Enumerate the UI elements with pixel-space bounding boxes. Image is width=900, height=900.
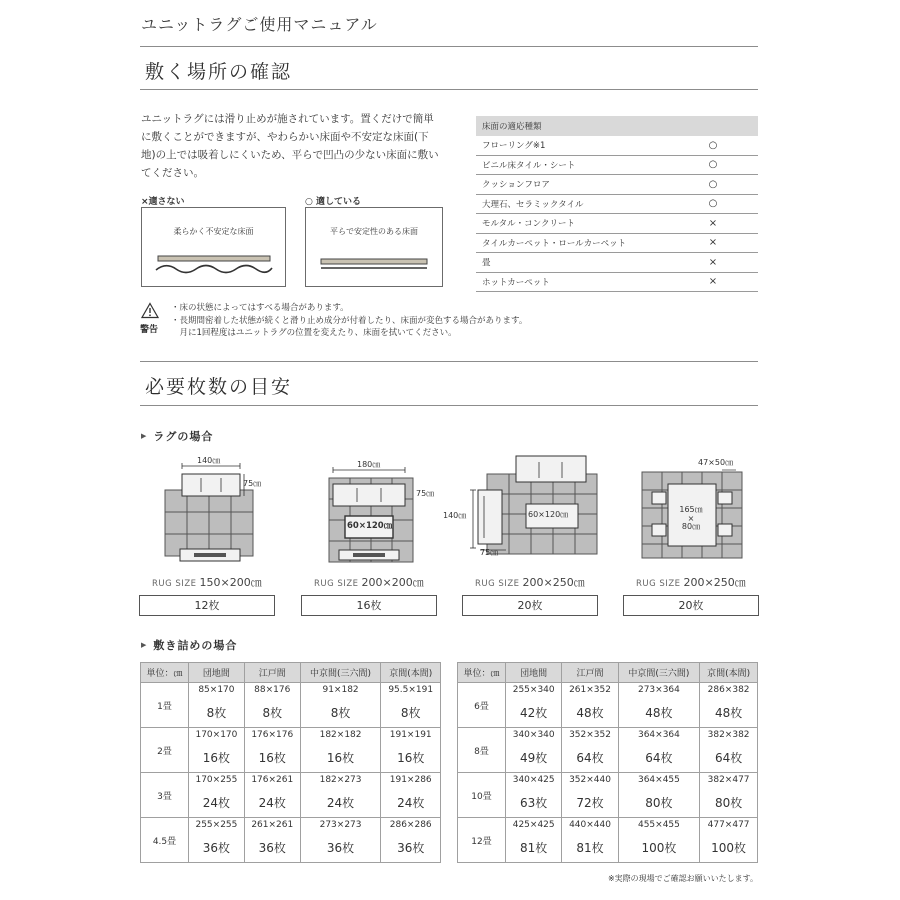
rug-case-title: ラグの場合 — [153, 430, 214, 443]
dimension-label: 75㎝ — [480, 548, 499, 557]
suitability-mark: ○ — [668, 175, 758, 195]
intro-line: ユニットラグには滑り止めが施されています。置くだけで簡単 — [141, 113, 434, 125]
rug-size-label: RUG SIZE 200×250㎝ — [636, 576, 746, 589]
size-row — [141, 683, 441, 698]
tile-count: 8枚 — [300, 698, 381, 728]
tile-count: 100枚 — [618, 833, 699, 863]
intro-line: 地)の上では吸着しにくいため、平らで凹凸の少ない床面に敷い — [141, 149, 439, 161]
size-row — [141, 773, 441, 788]
tile-count: 63枚 — [506, 788, 562, 818]
tatami-table-right — [457, 662, 758, 863]
manual-title: ユニットラグご使用マニュアル — [141, 15, 378, 34]
room-dimension: 352×440 — [562, 773, 618, 788]
divider — [140, 361, 758, 362]
dimension-label: 75㎝ — [243, 479, 262, 488]
room-dimension: 91×182 — [300, 683, 381, 698]
dimension-label-table — [677, 506, 705, 532]
floor-type: ビニル床タイル・シート — [476, 155, 668, 175]
rug-size-label: RUG SIZE 150×200㎝ — [152, 576, 262, 589]
tile-count: 81枚 — [506, 833, 562, 863]
size-row — [141, 728, 441, 743]
rug-layout-diagram-3 — [470, 452, 600, 562]
triangle-icon: ▶ — [141, 432, 148, 440]
intro-text — [141, 110, 466, 182]
table-header: 床面の適応種類 — [476, 116, 758, 136]
tatami-size: 8畳 — [458, 728, 506, 773]
tile-count: 8枚 — [189, 698, 245, 728]
tile-count: 16枚 — [300, 743, 381, 773]
tile-count: 64枚 — [700, 743, 758, 773]
intro-line: に敷くことができますが、やわらかい床面や不安定な床面(下 — [141, 131, 429, 143]
floor-type: 畳 — [476, 253, 668, 273]
table-header-row — [476, 116, 758, 136]
table-row — [476, 233, 758, 253]
unit-label: 単位：㎝ — [141, 663, 189, 683]
dimension-label: 80㎝ — [681, 522, 701, 531]
dimension-label: 180㎝ — [357, 460, 381, 469]
floor-type: 大理石、セラミックタイル — [476, 194, 668, 214]
column-header: 京間(本間) — [700, 663, 758, 683]
room-dimension: 88×176 — [244, 683, 300, 698]
room-dimension: 182×182 — [300, 728, 381, 743]
tile-count: 72枚 — [562, 788, 618, 818]
column-header: 団地間 — [189, 663, 245, 683]
size-row — [458, 683, 758, 698]
unsuitable-label: ×適さない — [141, 197, 185, 207]
floor-type: ホットカーペット — [476, 272, 668, 292]
unsuitable-illustration — [141, 207, 286, 287]
rug-case-heading — [141, 428, 213, 444]
room-dimension: 170×170 — [189, 728, 245, 743]
divider — [140, 405, 758, 406]
tile-count: 100枚 — [700, 833, 758, 863]
tile-count: 49枚 — [506, 743, 562, 773]
floor-type: フローリング※1 — [476, 136, 668, 156]
unstable-floor-icon — [154, 252, 274, 278]
rug-count-box: 12枚 — [139, 595, 275, 616]
warning-note: ・床の状態によってはすべる場合があります。 — [171, 303, 349, 313]
unit-label: 単位：㎝ — [458, 663, 506, 683]
tile-count: 24枚 — [244, 788, 300, 818]
divider — [140, 46, 758, 47]
floor-compatibility-table — [476, 116, 758, 292]
room-dimension: 182×273 — [300, 773, 381, 788]
table-row — [476, 194, 758, 214]
layout-case-heading — [141, 637, 237, 653]
rug-count-box: 16枚 — [301, 595, 437, 616]
room-dimension: 95.5×191 — [381, 683, 441, 698]
suitability-mark: × — [668, 253, 758, 273]
table-row — [476, 136, 758, 156]
tatami-size: 6畳 — [458, 683, 506, 728]
warning-note: ・長期間密着した状態が続くと滑り止め成分が付着したり、床面が変色する場合があります。 — [171, 315, 528, 326]
section-title-placement: 敷く場所の確認 — [145, 61, 293, 83]
tatami-size: 3畳 — [141, 773, 189, 818]
layout-case-title: 敷き詰めの場合 — [153, 639, 238, 652]
size-row — [141, 818, 441, 833]
column-header: 京間(本間) — [381, 663, 441, 683]
warning-note: 月に1回程度はユニットラグの位置を変えたり、床面を拭いてください。 — [171, 328, 457, 338]
table-header-row — [458, 663, 758, 683]
warning-icon — [141, 302, 159, 319]
tile-count: 24枚 — [381, 788, 441, 818]
tile-count: 48枚 — [700, 698, 758, 728]
tatami-table-left — [140, 662, 441, 863]
room-dimension: 477×477 — [700, 818, 758, 833]
dimension-label: 47×50㎝ — [698, 458, 734, 467]
rug-size-label: RUG SIZE 200×200㎝ — [314, 576, 424, 589]
tatami-size: 1畳 — [141, 683, 189, 728]
dimension-label: 60×120㎝ — [347, 521, 393, 531]
tile-count: 16枚 — [381, 743, 441, 773]
tile-count: 64枚 — [618, 743, 699, 773]
tile-count: 64枚 — [562, 743, 618, 773]
room-dimension: 255×340 — [506, 683, 562, 698]
room-dimension: 440×440 — [562, 818, 618, 833]
room-dimension: 425×425 — [506, 818, 562, 833]
column-header: 中京間(三六間) — [300, 663, 381, 683]
suitable-caption: 平らで安定性のある床面 — [330, 227, 418, 236]
room-dimension: 382×382 — [700, 728, 758, 743]
column-header: 中京間(三六間) — [618, 663, 699, 683]
table-header-row — [141, 663, 441, 683]
tile-count: 8枚 — [381, 698, 441, 728]
rug-count-box: 20枚 — [462, 595, 598, 616]
floor-type: クッションフロア — [476, 175, 668, 195]
tile-count: 36枚 — [189, 833, 245, 863]
table-row — [476, 272, 758, 292]
warning-label: 警告 — [140, 325, 159, 335]
suitability-mark: × — [668, 233, 758, 253]
tile-count: 16枚 — [244, 743, 300, 773]
room-dimension: 176×261 — [244, 773, 300, 788]
tatami-size: 10畳 — [458, 773, 506, 818]
tile-count: 36枚 — [244, 833, 300, 863]
dimension-label: 60×120㎝ — [528, 510, 569, 519]
rug-count-box: 20枚 — [623, 595, 759, 616]
tile-count: 24枚 — [189, 788, 245, 818]
room-dimension: 261×261 — [244, 818, 300, 833]
suitability-mark: × — [668, 214, 758, 234]
tile-count: 48枚 — [618, 698, 699, 728]
tile-count: 24枚 — [300, 788, 381, 818]
footnote: ※実際の現場でご確認お願いいたします。 — [607, 874, 758, 883]
suitable-label: ○ 適している — [305, 197, 361, 207]
room-dimension: 286×286 — [381, 818, 441, 833]
intro-line: てください。 — [141, 167, 204, 179]
table-row — [476, 214, 758, 234]
suitability-mark: × — [668, 272, 758, 292]
room-dimension: 85×170 — [189, 683, 245, 698]
dimension-label: 165㎝ — [679, 505, 703, 514]
stable-floor-icon — [318, 256, 430, 276]
room-dimension: 176×176 — [244, 728, 300, 743]
table-row — [476, 253, 758, 273]
suitability-mark: ○ — [668, 155, 758, 175]
column-header: 江戸間 — [244, 663, 300, 683]
size-row — [458, 818, 758, 833]
size-row — [458, 728, 758, 743]
room-dimension: 255×255 — [189, 818, 245, 833]
dimension-label: 140㎝ — [197, 456, 221, 465]
tatami-size: 4.5畳 — [141, 818, 189, 863]
room-dimension: 191×286 — [381, 773, 441, 788]
rug-layout-diagram-2 — [325, 466, 415, 566]
tatami-size: 12畳 — [458, 818, 506, 863]
room-dimension: 340×340 — [506, 728, 562, 743]
room-dimension: 286×382 — [700, 683, 758, 698]
tile-count: 80枚 — [618, 788, 699, 818]
suitability-mark: ○ — [668, 136, 758, 156]
room-dimension: 352×352 — [562, 728, 618, 743]
room-dimension: 170×255 — [189, 773, 245, 788]
room-dimension: 455×455 — [618, 818, 699, 833]
table-row — [476, 175, 758, 195]
tile-count: 80枚 — [700, 788, 758, 818]
room-dimension: 364×364 — [618, 728, 699, 743]
column-header: 団地間 — [506, 663, 562, 683]
tile-count: 81枚 — [562, 833, 618, 863]
dimension-label: 140㎝ — [443, 511, 467, 520]
tatami-size: 2畳 — [141, 728, 189, 773]
suitability-mark: ○ — [668, 194, 758, 214]
divider — [140, 89, 758, 90]
room-dimension: 261×352 — [562, 683, 618, 698]
column-header: 江戸間 — [562, 663, 618, 683]
rug-layout-diagram-1 — [160, 462, 260, 566]
room-dimension: 273×273 — [300, 818, 381, 833]
rug-size-label: RUG SIZE 200×250㎝ — [475, 576, 585, 589]
tile-count: 36枚 — [381, 833, 441, 863]
tile-count: 48枚 — [562, 698, 618, 728]
tile-count: 36枚 — [300, 833, 381, 863]
unsuitable-caption: 柔らかく不安定な床面 — [173, 227, 254, 236]
size-row — [458, 773, 758, 788]
tile-count: 16枚 — [189, 743, 245, 773]
room-dimension: 364×455 — [618, 773, 699, 788]
table-row — [476, 155, 758, 175]
suitable-illustration — [305, 207, 443, 287]
tile-count: 42枚 — [506, 698, 562, 728]
dimension-label: 75㎝ — [416, 489, 435, 498]
room-dimension: 191×191 — [381, 728, 441, 743]
room-dimension: 273×364 — [618, 683, 699, 698]
tile-count: 8枚 — [244, 698, 300, 728]
room-dimension: 382×477 — [700, 773, 758, 788]
warning-notes — [171, 302, 527, 340]
section-title-count: 必要枚数の目安 — [145, 376, 293, 398]
floor-type: タイルカーペット・ロールカーペット — [476, 233, 668, 253]
dimension-label: × — [687, 513, 695, 523]
triangle-icon: ▶ — [141, 641, 148, 649]
floor-type: モルタル・コンクリート — [476, 214, 668, 234]
room-dimension: 340×425 — [506, 773, 562, 788]
